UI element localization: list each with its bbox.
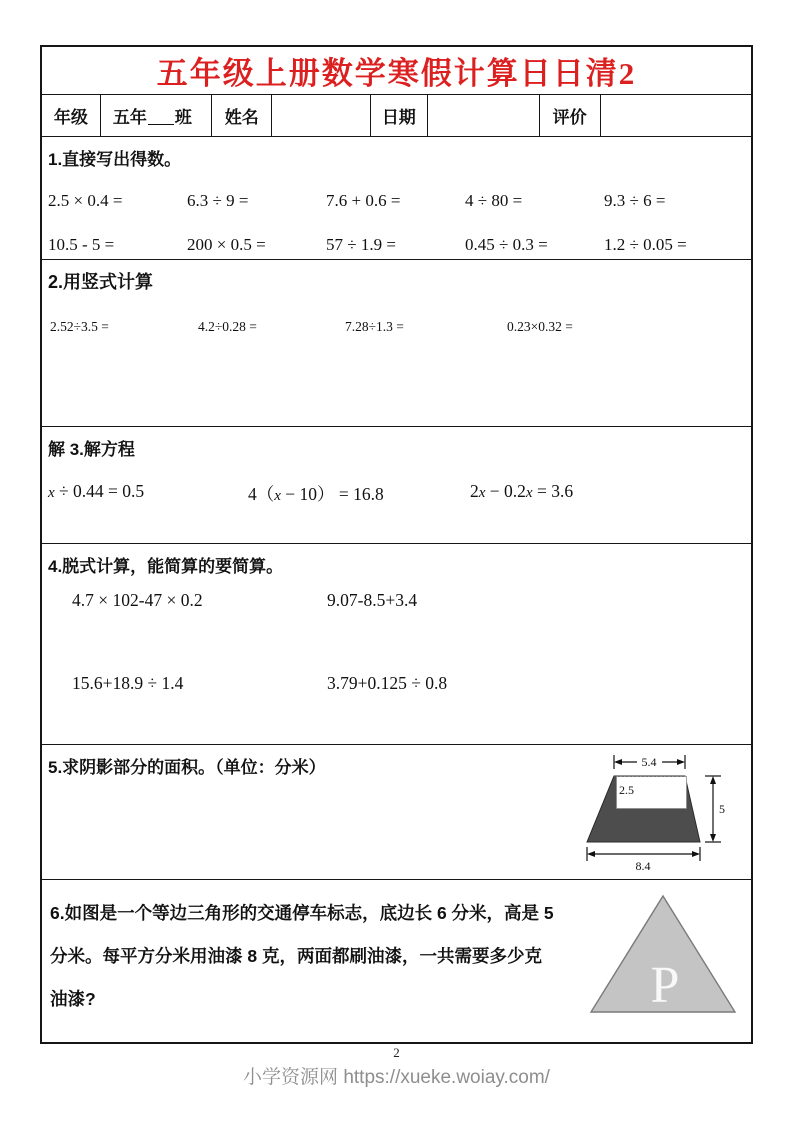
section4-problem-row-1: [48, 590, 743, 611]
section1-problem-row-2: [48, 235, 743, 255]
variable-x: x: [478, 485, 486, 501]
dim-rect-label: 2.5: [619, 783, 634, 797]
problem: 3.79+0.125 ÷ 0.8: [327, 673, 448, 693]
page-title: 五年级上册数学寒假计算日日清2: [156, 56, 637, 91]
problem: 10.5 - 5 =: [48, 235, 115, 254]
equation-text: 4（: [248, 484, 275, 504]
equation-text: 2: [470, 481, 479, 501]
section2-heading: 2.用竖式计算: [48, 272, 154, 292]
arrowhead-icon: [677, 759, 685, 765]
grade-value-cell: [101, 95, 212, 136]
variable-x: x: [48, 485, 55, 501]
section-vertical-calculation: [42, 260, 751, 427]
equation: [248, 481, 470, 506]
section-solve-equations: [42, 427, 751, 544]
section5-heading: 5.求阴影部分的面积。（单位：分米）: [48, 758, 326, 777]
date-label: 日期: [371, 95, 428, 136]
equation-text: − 10） = 16.8: [280, 484, 384, 504]
dim-height-label: 5: [719, 802, 725, 816]
name-label: 姓名: [212, 95, 272, 136]
problem: 0.45 ÷ 0.3 =: [465, 235, 548, 254]
eval-blank-cell: [601, 95, 751, 136]
problem-line: 分米。每平方分米用油漆 8 克，两面都刷油漆，一共需要多少克: [50, 946, 542, 966]
problem: 4.7 × 102-47 × 0.2: [72, 590, 203, 610]
section-stepwise-calculation: [42, 544, 751, 745]
problem-line: 油漆?: [50, 989, 96, 1009]
eval-label: 评价: [540, 95, 601, 136]
arrowhead-icon: [692, 851, 700, 857]
trapezoid-diagram: [580, 749, 745, 874]
section-direct-calculation: [42, 137, 751, 260]
section1-problem-row-1: [48, 191, 743, 211]
section3-heading: 解 3.解方程: [48, 440, 135, 459]
problem: 1.2 ÷ 0.05 =: [604, 235, 687, 254]
parking-sign-diagram: [589, 892, 739, 1017]
equation: [48, 481, 248, 506]
trapezoid-svg: [580, 749, 745, 874]
problem: 200 × 0.5 =: [187, 235, 266, 254]
problem: 7.6 + 0.6 =: [326, 191, 401, 210]
arrowhead-icon: [710, 776, 716, 784]
title-row: [42, 47, 751, 95]
equation-text: − 0.2: [485, 481, 526, 501]
grade-label: 年级: [42, 95, 101, 136]
problem: 2.52÷3.5 =: [50, 319, 109, 334]
equation: [470, 481, 743, 506]
date-blank-cell: [428, 95, 540, 136]
grade-suffix: 班: [174, 108, 192, 127]
site-watermark: 小学资源网 https://xueke.woiay.com/: [243, 1067, 550, 1088]
dim-top-label: 5.4: [641, 755, 657, 769]
arrowhead-icon: [587, 851, 595, 857]
section4-heading: 4.脱式计算，能简算的要简算。: [48, 557, 284, 576]
section3-equation-row: [48, 481, 743, 506]
section1-heading: 1.直接写出得数。: [48, 150, 182, 169]
problem: 9.07-8.5+3.4: [327, 590, 418, 610]
variable-x: x: [525, 485, 533, 501]
problem: 15.6+18.9 ÷ 1.4: [72, 673, 184, 693]
section6-text: [48, 892, 610, 1021]
arrowhead-icon: [614, 759, 622, 765]
problem: 4 ÷ 80 =: [465, 191, 523, 210]
equation-text: = 3.6: [532, 481, 574, 501]
dim-bottom-label: 8.4: [635, 859, 651, 873]
worksheet-table: [40, 45, 753, 1044]
name-blank-cell: [272, 95, 371, 136]
problem: 4.2÷0.28 =: [198, 319, 257, 334]
section2-problem-row: [48, 319, 743, 335]
section4-problem-row-2: [48, 673, 743, 694]
page-number: 2: [393, 1045, 400, 1060]
section-shaded-area: [42, 745, 751, 880]
problem: 7.28÷1.3 =: [345, 319, 404, 334]
problem: 9.3 ÷ 6 =: [604, 191, 666, 210]
problem: 0.23×0.32 =: [507, 319, 573, 334]
problem: 2.5 × 0.4 =: [48, 191, 123, 210]
parking-sign-svg: [589, 892, 739, 1017]
problem: 57 ÷ 1.9 =: [326, 235, 396, 254]
parking-letter: P: [650, 957, 680, 1014]
equation-text: ÷ 0.44 = 0.5: [54, 481, 145, 501]
arrowhead-icon: [710, 834, 716, 842]
variable-x: x: [274, 488, 281, 504]
grade-prefix: 五年: [112, 108, 147, 127]
problem-line: 6.如图是一个等边三角形的交通停车标志，底边长 6 分米，高是 5: [50, 903, 554, 923]
grade-blank-line: [148, 107, 174, 125]
section-word-problem: [42, 880, 751, 1042]
problem: 6.3 ÷ 9 =: [187, 191, 249, 210]
info-row: [42, 95, 751, 137]
